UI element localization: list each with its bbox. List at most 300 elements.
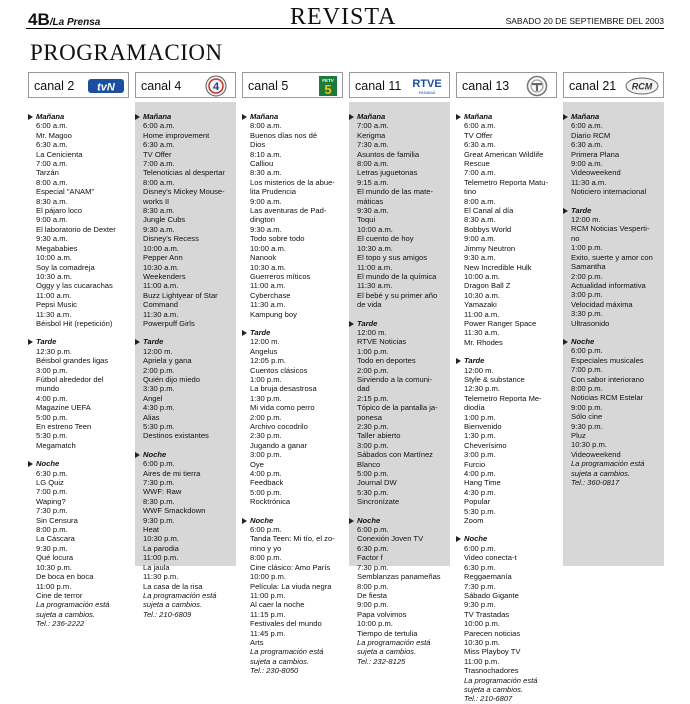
schedule-line: 2:00 p.m. bbox=[143, 365, 175, 375]
schedule-line: En estreno Teen bbox=[36, 422, 92, 431]
schedule-line: diodía bbox=[464, 403, 485, 413]
schedule-line: Cuentos clásicos bbox=[250, 365, 308, 375]
schedule-line: Letras juguetonas bbox=[357, 168, 418, 178]
schedule-line: Archivo cocodrilo bbox=[250, 422, 308, 431]
schedule-line: Película: La viuda negra bbox=[250, 581, 332, 591]
schedule-line: 4:00 p.m. bbox=[36, 393, 68, 403]
schedule-line: 8:00 p.m. bbox=[36, 525, 68, 535]
schedule-line: rrino y yo bbox=[250, 543, 282, 553]
schedule-line: La bruja desastrosa bbox=[250, 384, 317, 394]
schedule-block bbox=[464, 534, 554, 703]
schedule-line: mundo bbox=[36, 384, 60, 394]
channel-column-4 bbox=[135, 72, 236, 619]
channel-phone: Tel.: 210-6809 bbox=[143, 609, 192, 619]
schedule-body bbox=[563, 102, 664, 566]
schedule-line: Dios bbox=[250, 140, 266, 150]
schedule-line: 6:00 a.m. bbox=[36, 121, 68, 131]
schedule-line: Blanco bbox=[357, 459, 381, 469]
schedule-line: La parodia bbox=[143, 543, 179, 553]
schedule-line: El bebé y su primer año bbox=[357, 290, 438, 300]
schedule-line: Popular bbox=[464, 497, 491, 507]
schedule-line: Noticias RCM Estelar bbox=[571, 393, 644, 403]
schedule-line: máticas bbox=[357, 196, 384, 206]
schedule-line: Sin Censura bbox=[36, 515, 78, 525]
schedule-line: Style & substance bbox=[464, 374, 525, 384]
schedule-block bbox=[36, 112, 126, 328]
schedule-line: dington bbox=[250, 215, 275, 225]
schedule-line: 9:30 a.m. bbox=[250, 224, 282, 234]
schedule-line: Alias bbox=[143, 412, 160, 422]
schedule-line: 12:30 p.m. bbox=[36, 346, 72, 356]
channel-header bbox=[349, 72, 450, 98]
channel-name: canal 13 bbox=[462, 79, 510, 93]
schedule-line: Béisbol grandes ligas bbox=[36, 356, 109, 366]
schedule-line: 5:30 p.m. bbox=[357, 487, 389, 497]
schedule-line: El topo y sus amigos bbox=[357, 253, 428, 263]
schedule-line: Trasnochadores bbox=[464, 666, 519, 676]
block-heading: Noche bbox=[241, 516, 340, 525]
schedule-line: 2:00 p.m. bbox=[250, 412, 282, 422]
schedule-line: tino bbox=[464, 187, 477, 197]
schedule-line: 7:00 a.m. bbox=[464, 168, 496, 178]
schedule-line: 7:30 a.m. bbox=[357, 140, 389, 150]
schedule-line: Mi vida como perro bbox=[250, 403, 315, 413]
schedule-line: Zoom bbox=[464, 516, 484, 526]
channel-header bbox=[135, 72, 236, 98]
schedule-note: La programación está bbox=[464, 675, 538, 685]
schedule-line: Béisbol Hit (repetición) bbox=[36, 318, 113, 328]
schedule-line: Great American Wildlife bbox=[464, 149, 544, 159]
svg-text:5: 5 bbox=[324, 82, 332, 97]
schedule-line: 12:00 m. bbox=[250, 337, 280, 347]
schedule-line: Angel bbox=[143, 393, 163, 403]
section-title: REVISTA bbox=[290, 4, 397, 30]
schedule-line: Power Ranger Space bbox=[464, 318, 537, 328]
schedule-line: RCM Noticias Vesperti- bbox=[571, 224, 650, 234]
schedule-block bbox=[36, 337, 126, 450]
schedule-line: 10:30 a.m. bbox=[143, 262, 179, 272]
schedule-body bbox=[349, 102, 450, 666]
schedule-line: De fiesta bbox=[357, 590, 387, 600]
schedule-line: Al caer la noche bbox=[250, 600, 305, 610]
schedule-line: 9:00 p.m. bbox=[571, 402, 603, 412]
schedule-line: Tarzán bbox=[36, 168, 59, 178]
schedule-line: Fútbol alrededor del bbox=[36, 374, 104, 384]
schedule-block bbox=[36, 459, 126, 628]
schedule-line: 12:00 m. bbox=[143, 346, 173, 356]
rcm-logo-icon bbox=[622, 75, 660, 97]
schedule-note: La programación está bbox=[143, 590, 217, 600]
schedule-line: De boca en boca bbox=[36, 572, 94, 582]
schedule-line: La Cenicienta bbox=[36, 149, 83, 159]
schedule-line: La jaula bbox=[143, 562, 170, 572]
schedule-line: 12:00 m. bbox=[571, 215, 601, 225]
schedule-line: 7:30 p.m. bbox=[357, 562, 389, 572]
channel-column-13 bbox=[456, 72, 557, 704]
schedule-line: 6:00 a.m. bbox=[143, 121, 175, 131]
schedule-line: Cine de terror bbox=[36, 590, 83, 600]
schedule-line: 3:00 p.m. bbox=[250, 450, 282, 460]
schedule-line: 12:00 m. bbox=[357, 327, 387, 337]
schedule-line: Heat bbox=[143, 525, 160, 535]
schedule-line: Telenoticias al despertar bbox=[143, 168, 225, 178]
schedule-line: Ultrasonido bbox=[571, 318, 610, 328]
schedule-line: Buzz Lightyear of Star bbox=[143, 290, 218, 300]
svg-text:RTVE: RTVE bbox=[412, 78, 442, 90]
schedule-line: Los misterios de la abue- bbox=[250, 177, 335, 187]
schedule-line: Destinos existantes bbox=[143, 431, 209, 441]
schedule-line: 11:30 a.m. bbox=[571, 177, 607, 187]
block-heading: Noche bbox=[455, 534, 554, 543]
schedule-note: sujeta a cambios. bbox=[464, 684, 524, 694]
channel-column-2 bbox=[28, 72, 129, 629]
schedule-line: 7:00 a.m. bbox=[357, 121, 389, 131]
schedule-line: Pepsi Music bbox=[36, 300, 77, 310]
schedule-line: Cheverísimo bbox=[464, 440, 507, 450]
schedule-line: Sólo cine bbox=[571, 412, 603, 422]
schedule-line: 6:00 a.m. bbox=[464, 121, 496, 131]
schedule-line: 5:30 p.m. bbox=[143, 422, 175, 431]
schedule-note: La programación está bbox=[571, 459, 645, 469]
schedule-body bbox=[242, 102, 343, 676]
channel-name: canal 5 bbox=[248, 79, 289, 93]
schedule-line: 11:00 a.m. bbox=[250, 281, 286, 291]
schedule-line: 8:00 a.m. bbox=[36, 177, 68, 187]
schedule-line: 6:00 p.m. bbox=[357, 525, 389, 535]
schedule-line: Quién dijo miedo bbox=[143, 374, 200, 384]
schedule-line: 2:00 p.m. bbox=[571, 271, 603, 281]
block-heading: Noche bbox=[27, 459, 126, 468]
schedule-line: 4:30 p.m. bbox=[464, 487, 496, 497]
schedule-line: Oggy y las cucarachas bbox=[36, 281, 113, 291]
fetv-logo-icon bbox=[301, 75, 339, 97]
schedule-line: 1:30 p.m. bbox=[464, 431, 496, 441]
schedule-line: Magazine UEFA bbox=[36, 403, 91, 413]
svg-text:FETV: FETV bbox=[322, 78, 334, 83]
canal-4-logo-icon bbox=[194, 75, 232, 97]
schedule-line: Sincronízate bbox=[357, 497, 400, 507]
schedule-line: 5:30 p.m. bbox=[36, 431, 68, 441]
schedule-line: Disney's Recess bbox=[143, 234, 199, 244]
schedule-line: Disney's Mickey Mouse- bbox=[143, 187, 225, 197]
schedule-line: Reggaemanía bbox=[464, 572, 512, 582]
channel-header bbox=[456, 72, 557, 98]
schedule-line: 9:00 a.m. bbox=[250, 196, 282, 206]
schedule-line: 10:00 p.m. bbox=[357, 619, 393, 629]
schedule-line: 11:30 a.m. bbox=[36, 309, 72, 319]
svg-text:tvN: tvN bbox=[97, 81, 115, 94]
page-number: 4B/La Prensa bbox=[28, 10, 101, 29]
schedule-line: 6:30 a.m. bbox=[143, 140, 175, 150]
schedule-line: 3:00 p.m. bbox=[464, 450, 496, 460]
schedule-line: Tanda Teen: Mi tío, el zo- bbox=[250, 534, 335, 544]
schedule-line: La casa de la risa bbox=[143, 581, 203, 591]
schedule-block bbox=[571, 337, 661, 488]
schedule-line: Pluz bbox=[571, 431, 586, 440]
schedule-line: 8:30 a.m. bbox=[464, 215, 496, 225]
schedule-line: TV Offer bbox=[464, 130, 493, 140]
schedule-line: 9:00 a.m. bbox=[36, 215, 68, 225]
schedule-note: sujeta a cambios. bbox=[36, 609, 96, 619]
block-heading: Noche bbox=[348, 516, 447, 525]
schedule-block bbox=[357, 516, 447, 667]
schedule-line: 10:30 p.m. bbox=[464, 637, 500, 647]
schedule-line: 8:10 a.m. bbox=[250, 149, 282, 159]
schedule-line: 10:30 a.m. bbox=[250, 262, 286, 272]
schedule-line: 1:30 p.m. bbox=[250, 393, 282, 403]
schedule-line: 6:00 p.m. bbox=[250, 525, 282, 535]
schedule-line: 4:00 p.m. bbox=[464, 469, 496, 479]
schedule-line: Megamatch bbox=[36, 440, 76, 450]
schedule-line: New Incredible Hulk bbox=[464, 262, 532, 272]
schedule-note: La programación está bbox=[36, 600, 110, 610]
schedule-line: Weekenders bbox=[143, 271, 186, 281]
channel-phone: Tel.: 236-2222 bbox=[36, 619, 85, 629]
channel-phone: Tel.: 210-6807 bbox=[464, 694, 513, 704]
schedule-line: lita Prudencia bbox=[250, 187, 297, 197]
block-heading: Tarde bbox=[134, 337, 233, 346]
schedule-line: 11:00 a.m. bbox=[357, 262, 393, 272]
schedule-line: 3:00 p.m. bbox=[357, 440, 389, 450]
schedule-line: 9:30 a.m. bbox=[143, 224, 175, 234]
block-heading: Mañana bbox=[562, 112, 661, 121]
schedule-line: 6:30 a.m. bbox=[571, 140, 603, 150]
schedule-line: 9:30 p.m. bbox=[464, 600, 496, 610]
schedule-line: Actualidad informativa bbox=[571, 280, 646, 290]
schedule-line: Sábados con Martínez bbox=[357, 450, 433, 460]
svg-text:RCM: RCM bbox=[631, 81, 653, 92]
block-heading: Tarde bbox=[27, 337, 126, 346]
schedule-line: 4:30 p.m. bbox=[143, 403, 175, 413]
schedule-line: Waping? bbox=[36, 496, 66, 506]
schedule-line: LG Quiz bbox=[36, 478, 64, 488]
schedule-line: 6:30 p.m. bbox=[36, 468, 68, 478]
block-heading: Mañana bbox=[241, 112, 340, 121]
schedule-line: Bienvenido bbox=[464, 422, 502, 431]
schedule-line: Command bbox=[143, 300, 179, 310]
schedule-line: Semblanzas panameñas bbox=[357, 572, 441, 582]
schedule-line: 10:00 a.m. bbox=[36, 253, 72, 263]
schedule-line: Feedback bbox=[250, 478, 284, 488]
schedule-line: 10:00 a.m. bbox=[250, 243, 286, 253]
schedule-line: 12:05 p.m. bbox=[250, 356, 286, 366]
schedule-line: El cuento de hoy bbox=[357, 234, 414, 244]
schedule-line: 7:00 a.m. bbox=[143, 159, 175, 169]
schedule-line: 8:00 a.m. bbox=[464, 196, 496, 206]
channel-phone: Tel.: 360-0817 bbox=[571, 478, 620, 488]
schedule-line: 11:30 a.m. bbox=[143, 309, 179, 319]
svg-text:4: 4 bbox=[212, 81, 220, 93]
schedule-line: Toqui bbox=[357, 215, 376, 225]
schedule-line: Jungle Cubs bbox=[143, 215, 186, 225]
schedule-line: Mr. Rhodes bbox=[464, 337, 503, 347]
schedule-line: Velocidad máxima bbox=[571, 299, 633, 309]
block-heading: Tarde bbox=[348, 319, 447, 328]
schedule-line: 9:30 a.m. bbox=[357, 206, 389, 216]
schedule-line: 9:00 p.m. bbox=[357, 600, 389, 610]
schedule-line: Festivales del mundo bbox=[250, 619, 322, 629]
schedule-line: Bobbys World bbox=[464, 224, 512, 234]
channel-name: canal 21 bbox=[569, 79, 617, 93]
schedule-line: 1:00 p.m. bbox=[464, 412, 496, 422]
schedule-line: Miss Playboy TV bbox=[464, 647, 521, 657]
publication-name: /La Prensa bbox=[49, 17, 101, 28]
schedule-line: 1:00 p.m. bbox=[357, 346, 389, 356]
schedule-line: La Cáscara bbox=[36, 534, 75, 544]
schedule-line: 5:00 p.m. bbox=[250, 487, 282, 497]
schedule-line: 7:30 p.m. bbox=[143, 478, 175, 488]
schedule-block bbox=[250, 112, 340, 319]
rtve-logo-icon bbox=[408, 75, 446, 97]
channel-header bbox=[563, 72, 664, 98]
schedule-line: Pepper Ann bbox=[143, 253, 183, 263]
block-heading: Noche bbox=[562, 337, 661, 346]
schedule-line: 11:15 p.m. bbox=[250, 609, 286, 619]
schedule-note: sujeta a cambios. bbox=[143, 600, 203, 610]
canal-13-logo-icon bbox=[515, 75, 553, 97]
schedule-line: 10:30 a.m. bbox=[36, 271, 72, 281]
schedule-line: 3:30 p.m. bbox=[143, 384, 175, 394]
schedule-line: Arts bbox=[250, 637, 264, 647]
schedule-line: Powerpuff Girls bbox=[143, 318, 195, 328]
schedule-line: 2:00 p.m. bbox=[357, 365, 389, 375]
schedule-line: 10:00 a.m. bbox=[143, 243, 179, 253]
schedule-line: Rescue bbox=[464, 159, 490, 169]
schedule-line: Conexión Joven TV bbox=[357, 534, 424, 544]
schedule-line: Videoweekend bbox=[571, 168, 621, 178]
channel-column-5 bbox=[242, 72, 343, 676]
schedule-line: 7:00 a.m. bbox=[36, 159, 68, 169]
schedule-line: 10:30 a.m. bbox=[464, 290, 500, 300]
schedule-line: El mundo de la química bbox=[357, 271, 437, 281]
schedule-line: 11:00 p.m. bbox=[250, 590, 286, 600]
schedule-line: Video conecta-t bbox=[464, 553, 517, 563]
schedule-line: 8:30 a.m. bbox=[143, 206, 175, 216]
schedule-line: dad bbox=[357, 384, 370, 394]
schedule-note: sujeta a cambios. bbox=[571, 468, 631, 478]
header-rule bbox=[26, 28, 664, 29]
schedule-line: 10:30 a.m. bbox=[357, 243, 393, 253]
schedule-line: 4:00 p.m. bbox=[250, 469, 282, 479]
schedule-line: works II bbox=[143, 196, 170, 206]
schedule-line: Yamazaki bbox=[464, 300, 497, 310]
schedule-line: 1:00 p.m. bbox=[571, 243, 603, 253]
schedule-line: 11:30 a.m. bbox=[357, 281, 393, 291]
schedule-line: Tópico de la pantalla ja- bbox=[357, 403, 438, 413]
schedule-line: Apriela y gana bbox=[143, 356, 192, 366]
schedule-line: 9:15 a.m. bbox=[357, 177, 389, 187]
schedule-block bbox=[143, 450, 233, 619]
schedule-line: Especial "ANAM" bbox=[36, 187, 95, 197]
schedule-line: El mundo de las mate- bbox=[357, 187, 433, 197]
schedule-line: 6:30 p.m. bbox=[464, 562, 496, 572]
schedule-line: Tiempo de tertulia bbox=[357, 628, 418, 638]
schedule-line: Mr. Magoo bbox=[36, 130, 72, 140]
schedule-line: 5:00 p.m. bbox=[36, 412, 68, 422]
schedule-line: Factor f bbox=[357, 553, 383, 563]
schedule-line: Oye bbox=[250, 459, 264, 469]
schedule-line: 6:00 p.m. bbox=[571, 346, 603, 356]
schedule-line: Angelus bbox=[250, 346, 278, 356]
schedule-line: El laboratorio de Dexter bbox=[36, 224, 116, 234]
schedule-line: Aires de mi tierra bbox=[143, 468, 201, 478]
schedule-body bbox=[28, 102, 129, 629]
schedule-line: 10:30 p.m. bbox=[36, 562, 72, 572]
schedule-line: RTVE Noticias bbox=[357, 337, 407, 347]
schedule-line: 2:30 p.m. bbox=[250, 431, 282, 441]
schedule-line: 8:00 a.m. bbox=[250, 121, 282, 131]
schedule-line: 8:30 a.m. bbox=[36, 196, 68, 206]
schedule-line: Rocktrónica bbox=[250, 497, 291, 507]
schedule-line: Guerreros míticos bbox=[250, 271, 311, 281]
schedule-line: ponesa bbox=[357, 412, 382, 422]
channel-header bbox=[28, 72, 129, 98]
schedule-line: 8:00 a.m. bbox=[357, 159, 389, 169]
block-heading: Tarde bbox=[562, 206, 661, 215]
schedule-line: TV Trastadas bbox=[464, 609, 510, 619]
schedule-line: Exito, suerte y amor con bbox=[571, 252, 653, 262]
schedule-line: 7:00 p.m. bbox=[571, 365, 603, 375]
channel-header bbox=[242, 72, 343, 98]
schedule-line: 2:15 p.m. bbox=[357, 393, 389, 403]
schedule-line: Megababies bbox=[36, 243, 78, 253]
schedule-line: Asuntos de familia bbox=[357, 149, 420, 159]
channel-name: canal 2 bbox=[34, 79, 75, 93]
schedule-line: 8:00 p.m. bbox=[250, 553, 282, 563]
schedule-line: 9:00 a.m. bbox=[464, 234, 496, 244]
channel-phone: Tel.: 230-8050 bbox=[250, 666, 299, 676]
schedule-line: 3:00 p.m. bbox=[571, 290, 603, 300]
schedule-line: 10:00 p.m. bbox=[464, 619, 500, 629]
schedule-line: Buenos días nos dé bbox=[250, 130, 318, 140]
schedule-line: Especiales musicales bbox=[571, 355, 644, 365]
block-heading: Mañana bbox=[27, 112, 126, 121]
schedule-note: La programación está bbox=[250, 647, 324, 657]
schedule-block bbox=[571, 112, 661, 197]
block-heading: Tarde bbox=[241, 328, 340, 337]
page-header bbox=[0, 0, 690, 30]
schedule-line: Dragon Ball Z bbox=[464, 281, 511, 291]
schedule-line: El pájaro loco bbox=[36, 206, 83, 216]
schedule-block bbox=[143, 112, 233, 328]
schedule-line: Sirviendo a la comuni- bbox=[357, 374, 433, 384]
schedule-line: 8:00 p.m. bbox=[357, 581, 389, 591]
schedule-line: 10:00 p.m. bbox=[250, 572, 286, 582]
schedule-line: Home improvement bbox=[143, 130, 210, 140]
schedule-line: Kerigma bbox=[357, 130, 386, 140]
schedule-line: Journal DW bbox=[357, 478, 397, 488]
schedule-line: Jugando a ganar bbox=[250, 440, 308, 450]
tvn-logo-icon bbox=[87, 75, 125, 97]
schedule-line: 1:00 p.m. bbox=[250, 374, 282, 384]
schedule-line: 11:00 p.m. bbox=[464, 656, 500, 666]
schedule-line: Diario RCM bbox=[571, 130, 611, 140]
channel-column-11 bbox=[349, 72, 450, 666]
schedule-line: 12:30 p.m. bbox=[464, 384, 500, 394]
schedule-block bbox=[357, 112, 447, 310]
schedule-line: 9:30 p.m. bbox=[143, 515, 175, 525]
schedule-line: 11:30 a.m. bbox=[250, 300, 286, 310]
schedule-line: Soy la comadreja bbox=[36, 262, 95, 272]
schedule-line: 9:30 a.m. bbox=[464, 253, 496, 263]
schedule-line: 10:30 p.m. bbox=[143, 534, 179, 544]
schedule-line: 7:30 p.m. bbox=[464, 581, 496, 591]
schedule-line: Las aventuras de Pad- bbox=[250, 206, 327, 216]
block-heading: Tarde bbox=[455, 356, 554, 365]
schedule-line: Todo en deportes bbox=[357, 356, 416, 366]
schedule-line: Con sabor interiorano bbox=[571, 374, 645, 384]
schedule-line: Todo sobre todo bbox=[250, 234, 305, 244]
